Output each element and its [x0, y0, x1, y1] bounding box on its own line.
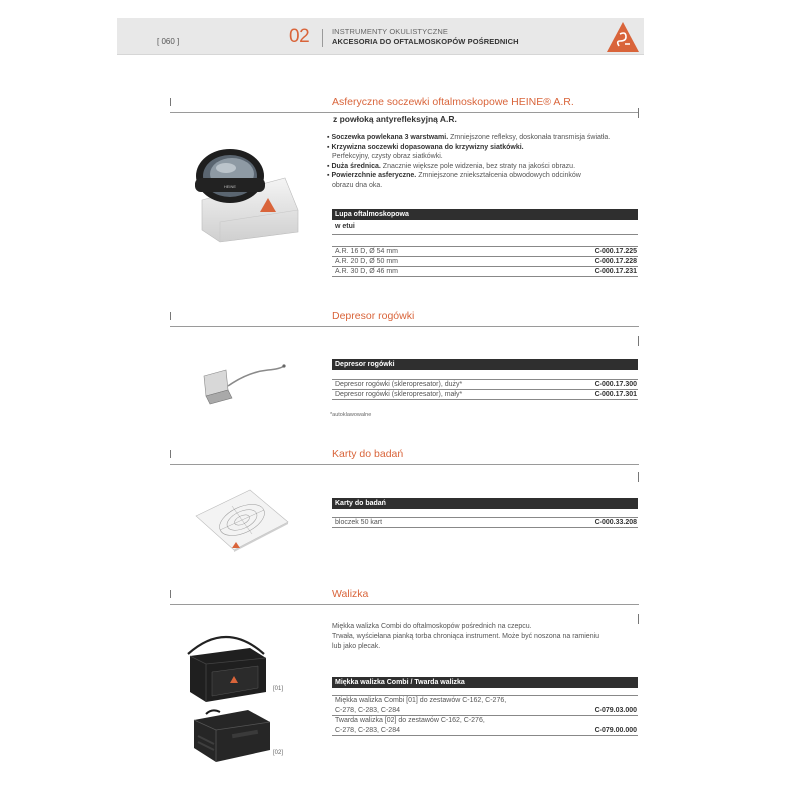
depressor-table: [332, 359, 638, 400]
soft-case-image: [180, 626, 272, 704]
list-item: ▪ Duża średnica. Znacznie większe pole widzenia, bez straty na jakości obrazu.: [327, 162, 576, 170]
table-header: Karty do badań: [332, 498, 638, 509]
hard-case-image: [188, 706, 274, 764]
section-title: Walizka: [332, 588, 369, 600]
list-item: ▪ Krzywizna soczewki dopasowana do krzywizny siatkówki.: [327, 143, 524, 151]
table-row: Depresor rogówki (skleropresator), duży* C-000.17.300: [332, 380, 638, 390]
list-item: ▪ Soczewka powlekana 3 warstwami. Zmniejszone refleksy, doskonała transmisja światła.: [327, 134, 611, 141]
chapter-title: INSTRUMENTY OKULISTYCZNE: [332, 27, 449, 36]
section-depressor-heading: [170, 312, 639, 334]
section-title: Asferyczne soczewki oftalmoskopowe HEINE® A.R.: [332, 96, 574, 108]
depressor-image: [198, 362, 288, 407]
lenses-feature-list: [327, 133, 642, 191]
section-title: Karty do badań: [332, 448, 404, 460]
list-item: ▪ Powierzchnie asferyczne. Zmniejszone zniekształcenia obwodowych odcinków: [327, 172, 581, 180]
page-number: [ 060 ]: [157, 37, 180, 46]
chapter-separator: [322, 29, 323, 47]
list-item: obrazu dna oka.: [332, 181, 383, 189]
table-row: Twarda walizka [02] do zestawów C-162, C-276, C-278, C-283, C-284 C-079.00.000: [332, 716, 638, 736]
table-subheader: w etui: [332, 220, 638, 235]
section-title: Depresor rogówki: [332, 310, 415, 322]
table-row: A.R. 16 D, Ø 54 mm C-000.17.225: [332, 247, 638, 257]
table-header: Depresor rogówki: [332, 359, 638, 370]
section-cards-heading: [170, 450, 639, 472]
lenses-table: [332, 209, 638, 277]
table-row: A.R. 20 D, Ø 50 mm C-000.17.228: [332, 257, 638, 267]
page-header: [117, 18, 644, 55]
case-description: Miękka walizka Combi do oftalmoskopów pośrednich na czepcu. Trwała, wyściełana pianką torba chroniąca instrument. Może być noszona na ramieniu lub jako plecak.: [332, 623, 600, 650]
case-table: [332, 677, 638, 736]
table-row: A.R. 30 D, Ø 46 mm C-000.17.231: [332, 267, 638, 277]
exam-cards-image: [192, 486, 292, 554]
table-row: Depresor rogówki (skleropresator), mały* C-000.17.301: [332, 390, 638, 400]
chapter-subtitle: AKCESORIA DO OFTALMOSKOPÓW POŚREDNICH: [332, 37, 519, 46]
figure-label: [02]: [273, 750, 284, 756]
chapter-number: 02: [289, 26, 310, 47]
lenses-subtitle: z powłoką antyrefleksyjną A.R.: [333, 114, 457, 124]
table-row: Miękka walizka Combi [01] do zestawów C-162, C-276, C-278, C-283, C-284 C-079.03.000: [332, 696, 638, 716]
heine-logo-icon: [605, 20, 641, 54]
table-header: Lupa oftalmoskopowa: [332, 209, 638, 220]
list-item: Perfekcyjny, czysty obraz siatkówki.: [332, 153, 443, 161]
footnote: *autoklawowalne: [330, 412, 372, 418]
section-case-heading: [170, 590, 639, 612]
figure-label: [01]: [273, 686, 284, 692]
table-header: Miękka walizka Combi / Twarda walizka: [332, 677, 638, 688]
cards-table: [332, 498, 638, 528]
lens-case-image: [190, 140, 300, 245]
svg-text:HEINE: HEINE: [223, 184, 237, 189]
table-row: bloczek 50 kart C-000.33.208: [332, 518, 638, 528]
